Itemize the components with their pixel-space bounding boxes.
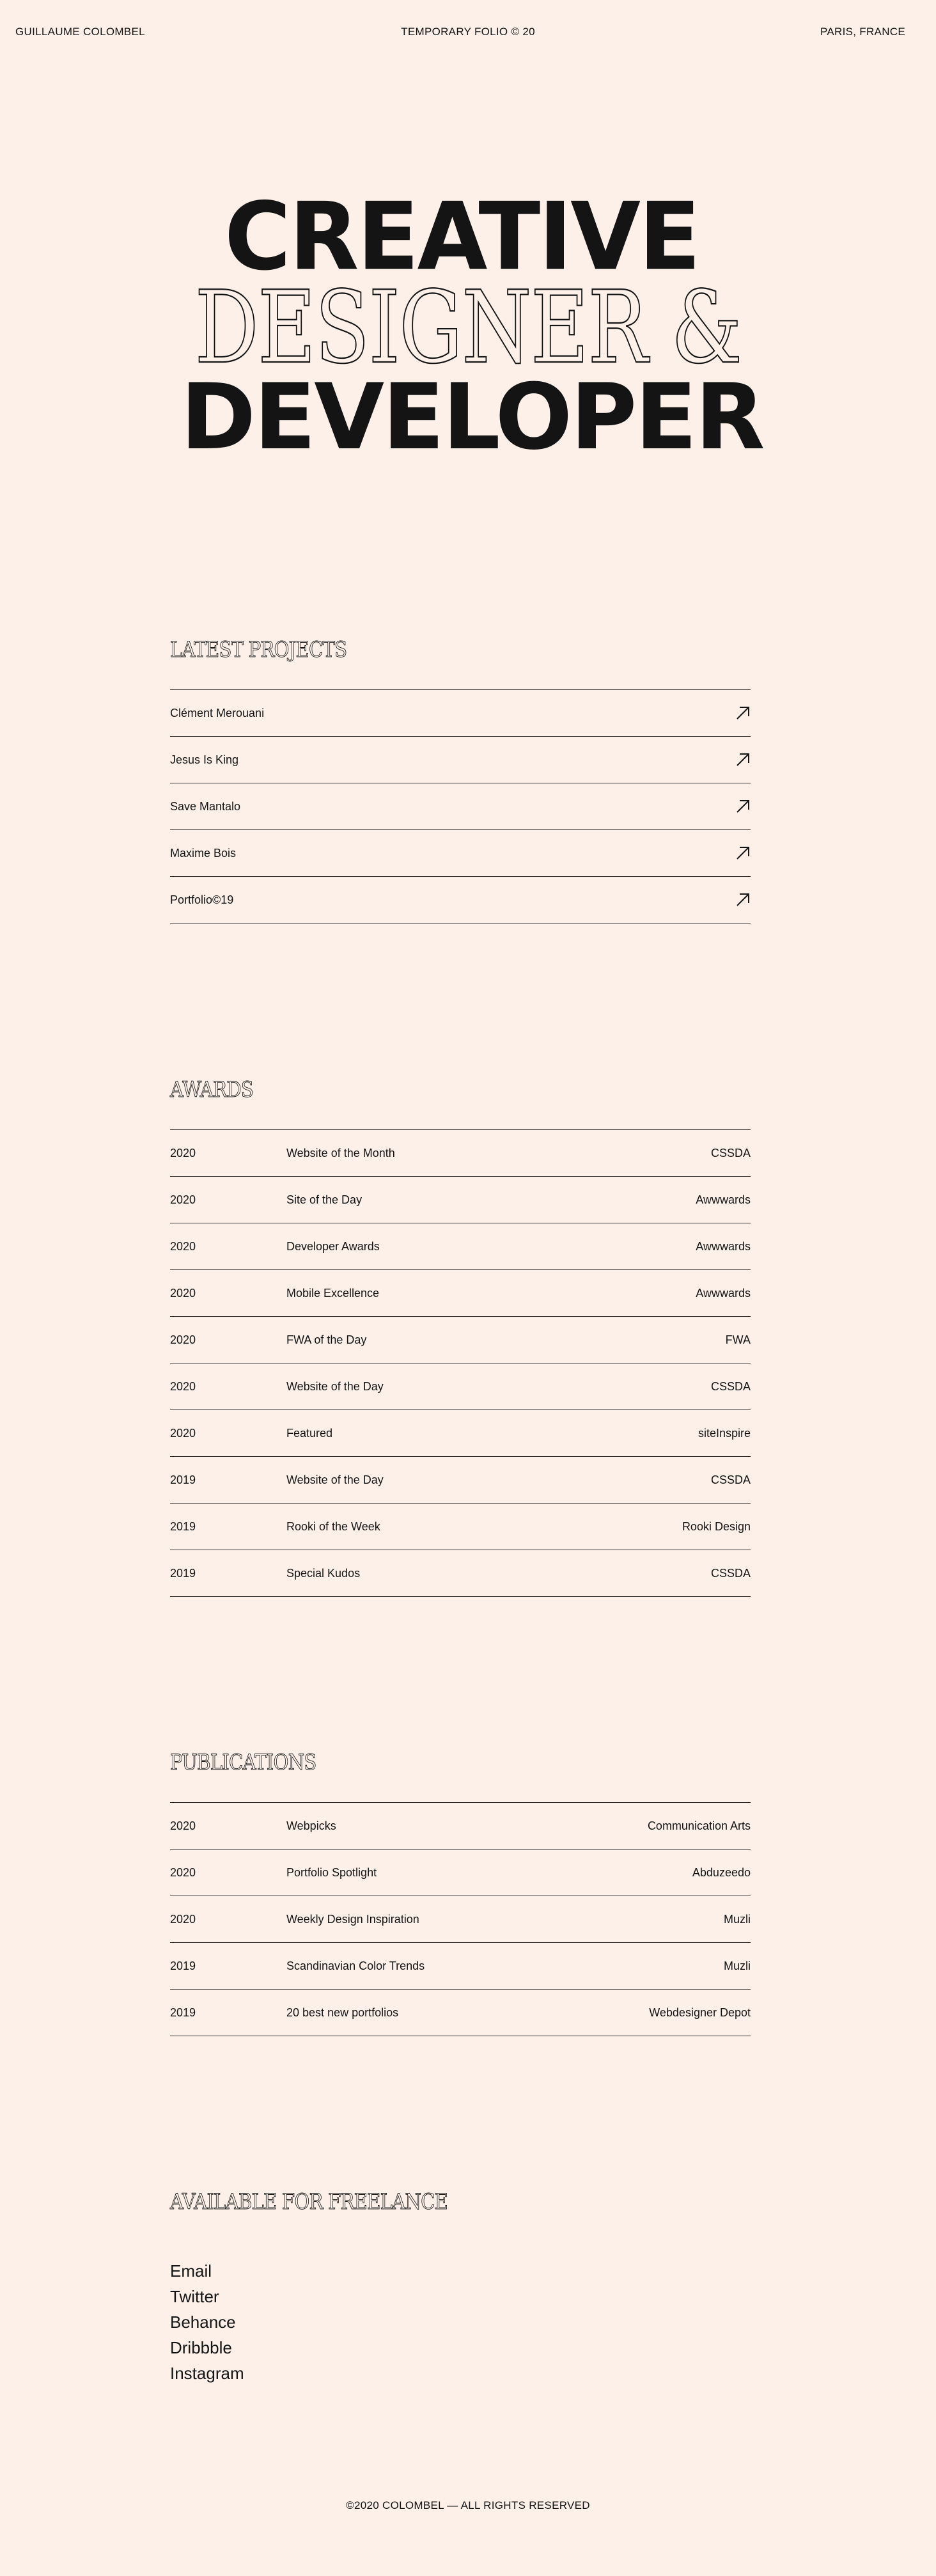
arrow-up-right-icon <box>735 799 751 814</box>
project-item[interactable] <box>170 830 751 877</box>
hero-heading <box>0 182 936 470</box>
award-row <box>170 1550 751 1597</box>
award-title: Special Kudos <box>286 1566 361 1580</box>
hero-line-creative: CREATIVE <box>224 182 699 292</box>
award-row <box>170 1410 751 1457</box>
award-title: FWA of the Day <box>286 1333 367 1346</box>
award-title: Featured <box>286 1426 333 1440</box>
projects-list <box>170 689 751 923</box>
award-year: 2020 <box>170 1239 196 1253</box>
award-title: Site of the Day <box>286 1193 363 1206</box>
behance-link[interactable]: Behance <box>170 2313 236 2332</box>
award-title: Website of the Month <box>286 1146 395 1159</box>
award-source: Awwwards <box>696 1286 751 1300</box>
award-year: 2019 <box>170 1473 196 1486</box>
project-item[interactable] <box>170 737 751 783</box>
project-label: Clément Merouani <box>170 706 265 719</box>
award-title: Rooki of the Week <box>286 1520 380 1533</box>
section-title-awards: AWARDS <box>170 1077 253 1103</box>
award-source: CSSDA <box>710 1473 751 1486</box>
award-row <box>170 1130 751 1177</box>
award-row <box>170 1363 751 1410</box>
project-label: Portfolio©19 <box>170 893 234 906</box>
publication-row <box>170 1943 751 1990</box>
publication-row <box>170 1850 751 1896</box>
award-title: Website of the Day <box>286 1379 384 1393</box>
publication-year: 2020 <box>170 1912 196 1926</box>
award-year: 2020 <box>170 1333 196 1346</box>
award-source: Awwwards <box>696 1193 751 1206</box>
publication-title: Scandinavian Color Trends <box>286 1959 425 1972</box>
award-source: CSSDA <box>710 1379 751 1393</box>
publication-title: Webpicks <box>286 1819 336 1832</box>
award-row <box>170 1457 751 1504</box>
award-year: 2020 <box>170 1379 196 1393</box>
hero-line-designer: DESIGNER & <box>194 269 742 386</box>
freelance-section <box>170 2189 751 2386</box>
publication-source: Abduzeedo <box>692 1865 751 1879</box>
publication-row <box>170 1990 751 2036</box>
publication-row <box>170 1896 751 1943</box>
award-source: CSSDA <box>710 1146 751 1159</box>
site-name[interactable]: GUILLAUME COLOMBEL <box>15 26 145 38</box>
section-title-freelance: AVAILABLE FOR FREELANCE <box>170 2189 448 2215</box>
publications-section <box>170 1750 751 2036</box>
arrow-up-right-icon <box>735 845 751 861</box>
award-row <box>170 1317 751 1363</box>
award-row <box>170 1504 751 1550</box>
award-source: FWA <box>725 1333 751 1346</box>
project-item[interactable] <box>170 877 751 923</box>
award-title: Website of the Day <box>286 1473 384 1486</box>
social-links <box>170 2258 751 2386</box>
award-source: CSSDA <box>710 1566 751 1580</box>
publication-source: Muzli <box>723 1912 751 1926</box>
award-source: Awwwards <box>696 1239 751 1253</box>
email-link[interactable]: Email <box>170 2261 212 2281</box>
dribbble-link[interactable]: Dribbble <box>170 2338 232 2357</box>
publication-year: 2020 <box>170 1865 196 1879</box>
publication-year: 2019 <box>170 1959 196 1972</box>
award-source: Rooki Design <box>682 1520 751 1533</box>
arrow-up-right-icon <box>735 752 751 767</box>
award-row <box>170 1270 751 1317</box>
award-year: 2020 <box>170 1193 196 1206</box>
award-source: siteInspire <box>698 1426 751 1440</box>
award-year: 2019 <box>170 1520 196 1533</box>
footer <box>0 2499 936 2512</box>
award-year: 2020 <box>170 1146 196 1159</box>
twitter-link[interactable]: Twitter <box>170 2287 219 2306</box>
folio-label: TEMPORARY FOLIO © 20 <box>401 26 535 38</box>
award-row <box>170 1177 751 1223</box>
hero-line-developer: DEVELOPER <box>180 365 763 470</box>
award-year: 2020 <box>170 1286 196 1300</box>
project-item[interactable] <box>170 783 751 830</box>
award-year: 2019 <box>170 1566 196 1580</box>
latest-projects-section <box>170 637 751 923</box>
instagram-link[interactable]: Instagram <box>170 2364 244 2383</box>
publication-title: 20 best new portfolios <box>286 2006 399 2019</box>
arrow-up-right-icon <box>735 892 751 907</box>
project-item[interactable] <box>170 690 751 737</box>
section-title-projects: LATEST PROJECTS <box>170 637 347 663</box>
publication-source: Communication Arts <box>647 1819 751 1832</box>
publications-list <box>170 1802 751 2036</box>
location-label: PARIS, FRANCE <box>820 26 905 38</box>
award-row <box>170 1223 751 1270</box>
publication-title: Portfolio Spotlight <box>286 1865 377 1879</box>
arrow-up-right-icon <box>735 705 751 721</box>
award-year: 2020 <box>170 1426 196 1440</box>
project-label: Jesus Is King <box>170 753 239 766</box>
top-bar <box>0 26 936 41</box>
publication-year: 2020 <box>170 1819 196 1832</box>
awards-list <box>170 1129 751 1597</box>
award-title: Developer Awards <box>286 1239 380 1253</box>
publication-source: Webdesigner Depot <box>649 2006 751 2019</box>
award-title: Mobile Excellence <box>286 1286 380 1300</box>
section-title-publications: PUBLICATIONS <box>170 1750 316 1775</box>
awards-section <box>170 1077 751 1597</box>
copyright-text: ©2020 COLOMBEL — ALL RIGHTS RESERVED <box>346 2499 590 2511</box>
publication-title: Weekly Design Inspiration <box>286 1912 419 1926</box>
publication-year: 2019 <box>170 2006 196 2019</box>
project-label: Save Mantalo <box>170 799 241 813</box>
publication-row <box>170 1803 751 1850</box>
publication-source: Muzli <box>723 1959 751 1972</box>
project-label: Maxime Bois <box>170 846 237 860</box>
